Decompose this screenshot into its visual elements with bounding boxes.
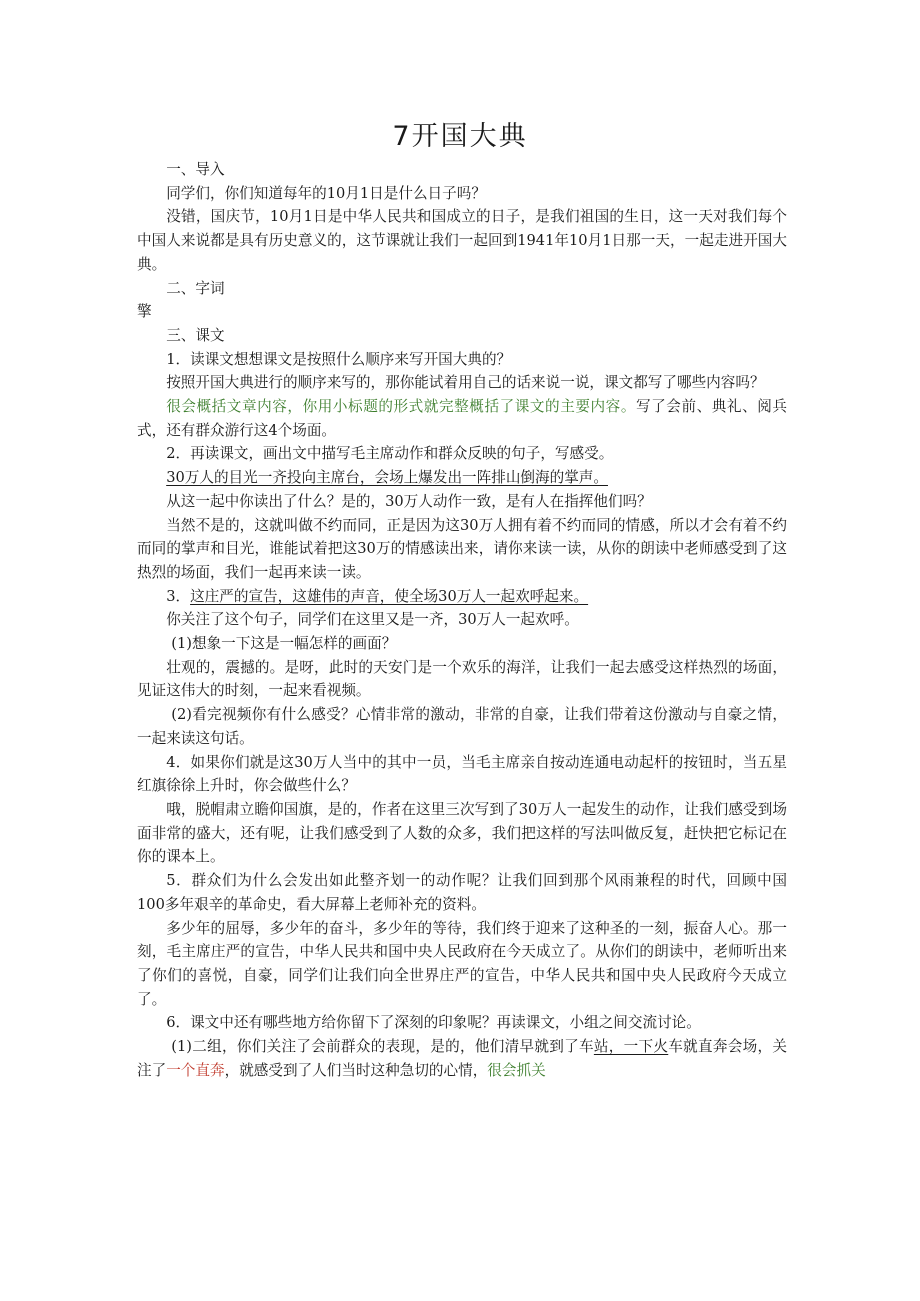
question-number: 3． bbox=[166, 587, 191, 605]
question: 5．群众们为什么会发出如此整齐划一的动作呢？让我们回到那个风雨兼程的时代，回顾中国100多年艰辛的革命史，看大屏幕上老师补充的资料。 bbox=[137, 872, 787, 913]
sub-question: (2)看完视频你有什么感受？心情非常的激动，非常的自豪，让我们带着这份激动与自豪之情，一起来读这句话。 bbox=[137, 706, 787, 747]
question: 6．课文中还有哪些地方给你留下了深刻的印象呢？再读课文，小组之间交流讨论。 bbox=[166, 1014, 701, 1032]
teacher-comment: 很会抓关 bbox=[487, 1061, 546, 1079]
paragraph: 多少年的屈辱，多少年的奋斗，多少年的等待，我们终于迎来了这种圣的一刻，振奋人心。那一刻，毛主席庄严的宣告，中华人民共和国中央人民政府在今天成立了。从你们的朗读中，老师听出来了你们的喜悦，自豪，同学们让我们向全世界庄严的宣告，中华人民共和国中央人民政府今天成立了。 bbox=[137, 919, 787, 1008]
vocab-word: 擎 bbox=[137, 303, 152, 321]
paragraph: 你关注了这个句子，同学们在这里又是一齐，30万人一起欢呼。 bbox=[166, 611, 579, 629]
underlined-sentence: 这庄严的宣告，这雄伟的声音，使全场30万人一起欢呼起来。 bbox=[190, 587, 589, 605]
sub-question: (1)想象一下这是一幅怎样的画面？ bbox=[171, 635, 397, 653]
paragraph bbox=[137, 1035, 787, 1082]
paragraph: 从这一起中你读出了什么？是的，30万人动作一致，是有人在指挥他们吗？ bbox=[166, 492, 652, 510]
quote bbox=[137, 466, 787, 490]
paragraph: 同学们，你们知道每年的10月1日是什么日子吗？ bbox=[166, 184, 486, 202]
section-heading: 二、字词 bbox=[166, 279, 225, 297]
document-body bbox=[137, 158, 787, 1082]
question bbox=[137, 585, 787, 609]
paragraph-text: 写了会前、典礼、阅兵式，还有群众游行这4个场面。 bbox=[137, 398, 787, 439]
question: 4．如果你们就是这30万人当中的其中一员，当毛主席亲自按动连通电动起杆的按钮时，当五星红旗徐徐上升时，你会做些什么？ bbox=[137, 753, 787, 795]
underlined-sentence: 30万人的目光一齐投向主席台，会场上爆发出一阵排山倒海的掌声。 bbox=[166, 469, 608, 487]
paragraph-text: ，就感受到了人们当时这种急切的心情， bbox=[224, 1061, 488, 1079]
section-heading: 一、导入 bbox=[166, 161, 225, 178]
paragraph: 壮观的，震撼的。是呀，此时的天安门是一个欢乐的海洋，让我们一起去感受这样热烈的场面，见证这伟大的时刻，一起来看视频。 bbox=[137, 658, 787, 700]
section-heading: 三、课文 bbox=[166, 326, 225, 344]
paragraph-text: 车就直奔会场，关注了 bbox=[137, 1038, 787, 1079]
paragraph-text: (1)二组，你们关注了会前群众的表现，是的，他们清早就到了车 bbox=[171, 1038, 594, 1056]
paragraph: 没错，国庆节，10月1日是中华人民共和国成立的日子，是我们祖国的生日，这一天对我们每个中国人来说都是具有历史意义的，这节课就让我们一起回到1941年10月1日那一天，一起走进开国大典。 bbox=[137, 208, 787, 273]
highlighted-phrase: 一个直奔 bbox=[166, 1061, 225, 1079]
paragraph: 按照开国大典进行的顺序来写的，那你能试着用自己的话来说一说，课文都写了哪些内容吗？ bbox=[166, 374, 765, 392]
page-title: 7开国大典 bbox=[392, 121, 528, 152]
question: 2．再读课文，画出文中描写毛主席动作和群众反映的句子，写感受。 bbox=[166, 445, 614, 463]
paragraph: 当然不是的，这就叫做不约而同，正是因为这30万人拥有着不约而同的情感，所以才会有着不约而同的掌声和目光，谁能试着把这30万的情感读出来，请你来读一读，从你的朗读中老师感受到了这热烈的场面，我们一起再来读一读。 bbox=[137, 516, 787, 581]
teacher-comment: 很会概括文章内容，你用小标题的形式就完整概括了课文的主要内容。 bbox=[166, 398, 636, 416]
question: 1．读课文想想课文是按照什么顺序来写开国大典的？ bbox=[166, 350, 512, 368]
paragraph: 哦，脱帽肃立瞻仰国旗，是的，作者在这里三次写到了30万人一起发生的动作，让我们感受到场面非常的盛大，还有呢，让我们感受到了人数的众多，我们把这样的写法叫做反复，赶快把它标记在你的课本上。 bbox=[137, 800, 787, 866]
underlined-phrase: 站，一下火 bbox=[593, 1038, 669, 1056]
paragraph bbox=[137, 395, 787, 442]
